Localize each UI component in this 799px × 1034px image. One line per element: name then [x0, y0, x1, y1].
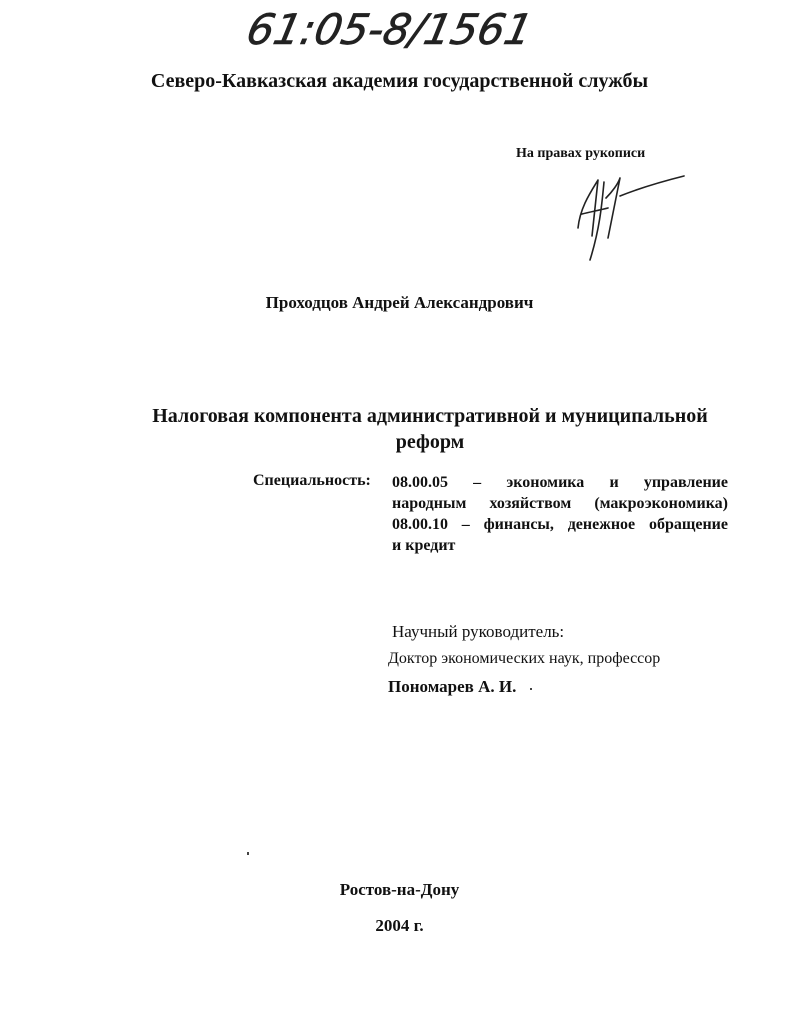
specialty-label: Специальность: — [253, 472, 371, 489]
year: 2004 г. — [375, 916, 424, 935]
advisor-degree: Доктор экономических наук, профессор — [388, 650, 661, 667]
title-line-1: Налоговая компонента административной и муниципальной — [152, 405, 708, 427]
organization-name: Северо-Кавказская академия государственной службы — [150, 70, 649, 92]
scan-speck — [247, 852, 249, 855]
advisor-name: Пономарев А. И. — [388, 677, 517, 696]
specialty-line: народным хозяйством (макроэкономика) — [392, 495, 728, 512]
specialty-block — [392, 472, 728, 556]
specialty-line: 08.00.10 – финансы, денежное обращение — [392, 516, 728, 533]
specialty-line: 08.00.05 – экономика и управление — [392, 474, 728, 491]
handwritten-archive-code — [240, 0, 560, 60]
manuscript-rights-note: На правах рукописи — [516, 146, 646, 161]
title-line-2: реформ — [395, 431, 465, 453]
author-name: Проходцов Андрей Александрович — [265, 293, 534, 312]
advisor-label: Научный руководитель: — [392, 622, 565, 641]
archive-code-text: 61:05-8/1561 — [242, 6, 537, 55]
author-signature — [560, 168, 700, 268]
scan-speck — [530, 688, 532, 690]
city: Ростов-на-Дону — [339, 880, 460, 899]
specialty-line: и кредит — [392, 537, 456, 554]
dissertation-title — [120, 403, 740, 455]
